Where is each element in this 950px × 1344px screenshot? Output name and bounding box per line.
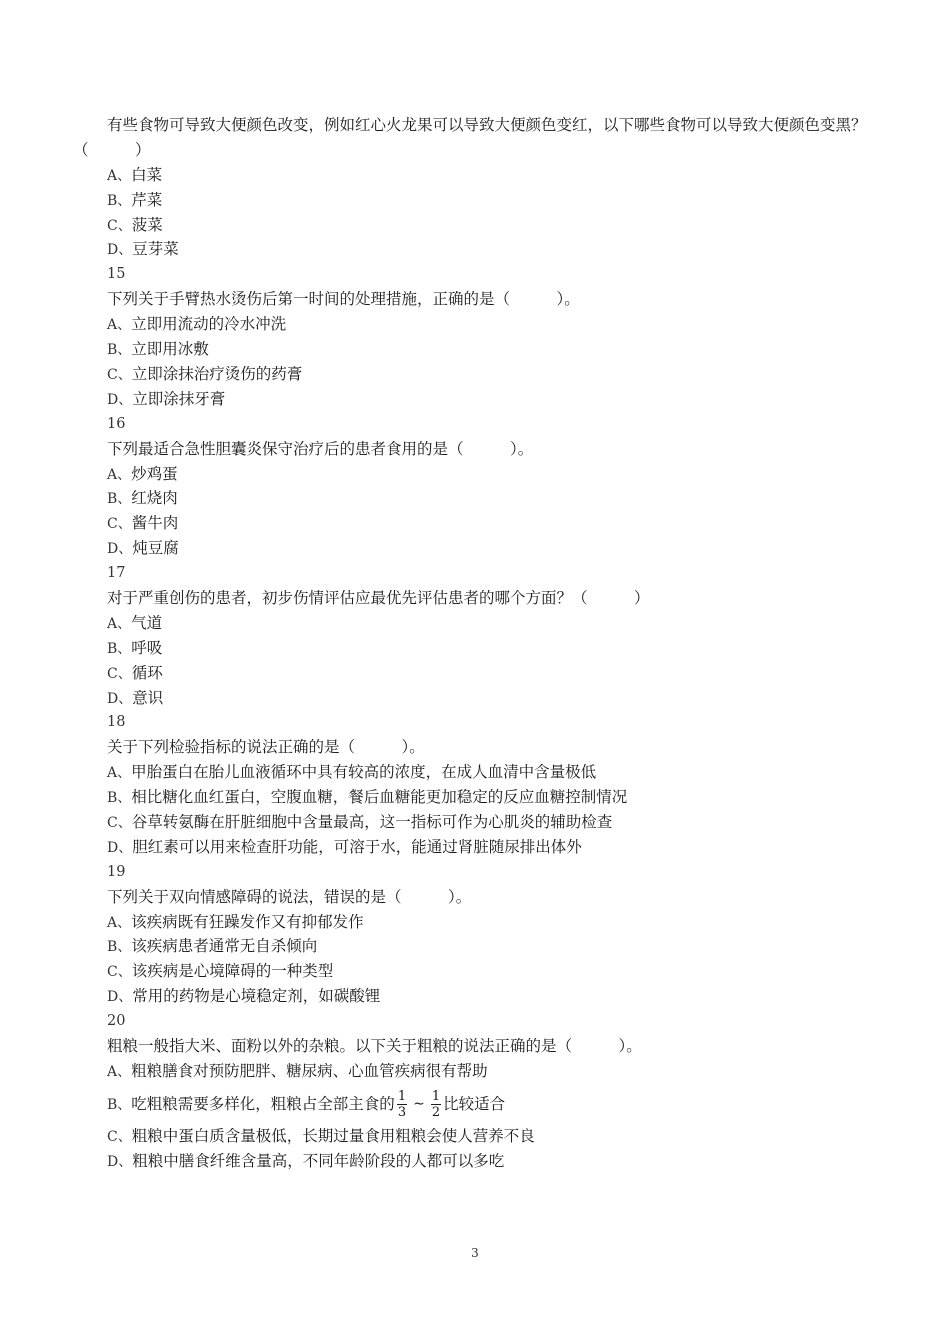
question-stem: 粗粮一般指大米、面粉以外的杂粮。以下关于粗粮的说法正确的是（ ）。 <box>107 1036 642 1055</box>
option-text: 谷草转氨酶在肝脏细胞中含量最高，这一指标可作为心肌炎的辅助检查 <box>131 812 613 831</box>
option-a <box>73 312 883 337</box>
option-letter: C、 <box>107 366 132 383</box>
option-text: 立即涂抹牙膏 <box>132 389 226 408</box>
option-c <box>73 362 883 387</box>
option-letter: A、 <box>107 615 132 632</box>
option-letter: B、 <box>107 192 132 209</box>
option-b <box>73 934 883 959</box>
option-a <box>73 1059 883 1084</box>
question-number: 20 <box>107 1013 126 1030</box>
option-letter: C、 <box>107 814 132 831</box>
option-letter: C、 <box>107 516 132 533</box>
option-text: 意识 <box>132 688 164 707</box>
question-stem: 有些食物可导致大便颜色改变，例如红心火龙果可以导致大便颜色变红，以下哪些食物可以导致大便颜色变黑？（ ） <box>73 116 867 159</box>
option-letter: A、 <box>107 765 132 782</box>
option-text: 立即用流动的冷水冲洗 <box>131 315 287 334</box>
option-b <box>73 188 883 213</box>
option-d <box>73 984 883 1009</box>
option-letter: A、 <box>107 466 132 483</box>
option-text: 立即涂抹治疗烫伤的药膏 <box>131 364 303 383</box>
option-text: 粗粮中蛋白质含量极低，长期过量食用粗粮会使人营养不良 <box>131 1126 535 1145</box>
option-letter: C、 <box>107 964 132 981</box>
page-number: 3 <box>471 1246 479 1260</box>
option-text: 呼吸 <box>131 638 163 657</box>
question-stem: 下列最适合急性胆囊炎保守治疗后的患者食用的是（ ）。 <box>107 439 534 458</box>
option-text-suffix: 比较适合 <box>443 1094 506 1113</box>
option-text: 菠菜 <box>131 215 163 234</box>
question-number: 17 <box>107 565 126 582</box>
question-stem: 下列关于双向情感障碍的说法，错误的是（ ）。 <box>107 887 472 906</box>
option-text: 豆芽菜 <box>132 240 179 259</box>
option-text: 酱牛肉 <box>131 514 179 533</box>
option-text: 炖豆腐 <box>132 539 179 558</box>
option-text: 粗粮中膳食纤维含量高，不同年龄阶段的人都可以多吃 <box>132 1151 505 1170</box>
option-text: 炒鸡蛋 <box>131 464 178 483</box>
option-d <box>73 835 883 860</box>
option-text: 该疾病既有狂躁发作又有抑郁发作 <box>131 912 364 931</box>
option-text: 气道 <box>131 613 163 632</box>
option-letter: B、 <box>107 790 132 807</box>
option-d <box>73 387 883 412</box>
option-a <box>73 760 883 785</box>
option-letter: D、 <box>107 541 133 558</box>
option-letter: D、 <box>107 839 133 856</box>
option-text: 吃粗粮需要多样化，粗粮占全部主食的 <box>131 1094 395 1113</box>
option-letter: A、 <box>107 317 132 334</box>
option-letter: B、 <box>107 491 132 508</box>
option-text: 循环 <box>131 663 163 682</box>
question-number: 15 <box>107 266 126 283</box>
option-text: 相比糖化血红蛋白，空腹血糖，餐后血糖能更加稳定的反应血糖控制情况 <box>131 788 628 807</box>
fraction-denominator: 2 <box>431 1104 441 1120</box>
fraction-numerator: 1 <box>397 1088 407 1104</box>
option-b <box>73 1084 883 1124</box>
option-c <box>73 959 883 984</box>
option-text: 甲胎蛋白在胎儿血液循环中具有较高的浓度，在成人血清中含量极低 <box>131 763 597 782</box>
option-letter: D、 <box>107 391 133 408</box>
range-tilde: ∼ <box>413 1096 425 1113</box>
option-text: 胆红素可以用来检查肝功能，可溶于水，能通过肾脏随尿排出体外 <box>132 837 582 856</box>
option-b <box>73 636 883 661</box>
option-letter: A、 <box>107 167 132 184</box>
option-a <box>73 611 883 636</box>
question-stem: 对于严重创伤的患者，初步伤情评估应最优先评估患者的哪个方面？（ ） <box>107 588 650 607</box>
option-c <box>73 213 883 238</box>
option-a <box>73 163 883 188</box>
option-text: 粗粮膳食对预防肥胖、糖尿病、心血管疾病很有帮助 <box>131 1061 488 1080</box>
option-d <box>73 237 883 262</box>
option-text: 常用的药物是心境稳定剂，如碳酸锂 <box>132 987 381 1006</box>
option-c <box>73 661 883 686</box>
option-text: 红烧肉 <box>131 489 178 508</box>
option-a <box>73 910 883 935</box>
option-letter: B、 <box>107 342 132 359</box>
option-letter: B、 <box>107 939 132 956</box>
option-letter: A、 <box>107 1063 132 1080</box>
question-list <box>73 113 883 1174</box>
question-number: 18 <box>107 714 126 731</box>
option-letter: D、 <box>107 690 133 707</box>
option-letter: C、 <box>107 1128 132 1145</box>
question-stem: 关于下列检验指标的说法正确的是（ ）。 <box>107 738 425 757</box>
option-letter: C、 <box>107 217 132 234</box>
option-letter: B、 <box>107 640 132 657</box>
option-letter: A、 <box>107 914 132 931</box>
option-text: 芹菜 <box>131 190 163 209</box>
question-number: 16 <box>107 415 126 432</box>
option-a <box>73 462 883 487</box>
option-c <box>73 511 883 536</box>
option-text: 该疾病是心境障碍的一种类型 <box>131 962 334 981</box>
option-letter: C、 <box>107 665 132 682</box>
question-stem: 下列关于手臂热水烫伤后第一时间的处理措施，正确的是（ ）。 <box>107 290 580 309</box>
option-d <box>73 686 883 711</box>
option-b <box>73 785 883 810</box>
option-letter: B、 <box>107 1096 132 1113</box>
fraction-numerator: 1 <box>431 1088 441 1104</box>
option-b <box>73 337 883 362</box>
option-text: 立即用冰敷 <box>131 340 209 359</box>
fraction-one-third <box>397 1089 407 1120</box>
option-c <box>73 810 883 835</box>
option-c <box>73 1124 883 1149</box>
option-text: 白菜 <box>131 165 163 184</box>
option-letter: D、 <box>107 1153 133 1170</box>
option-text: 该疾病患者通常无自杀倾向 <box>131 937 318 956</box>
question-number: 19 <box>107 863 126 880</box>
option-d <box>73 1149 883 1174</box>
fraction-one-half <box>431 1089 441 1120</box>
option-d <box>73 536 883 561</box>
option-letter: D、 <box>107 989 133 1006</box>
fraction-denominator: 3 <box>397 1104 407 1120</box>
option-letter: D、 <box>107 242 133 259</box>
option-b <box>73 486 883 511</box>
